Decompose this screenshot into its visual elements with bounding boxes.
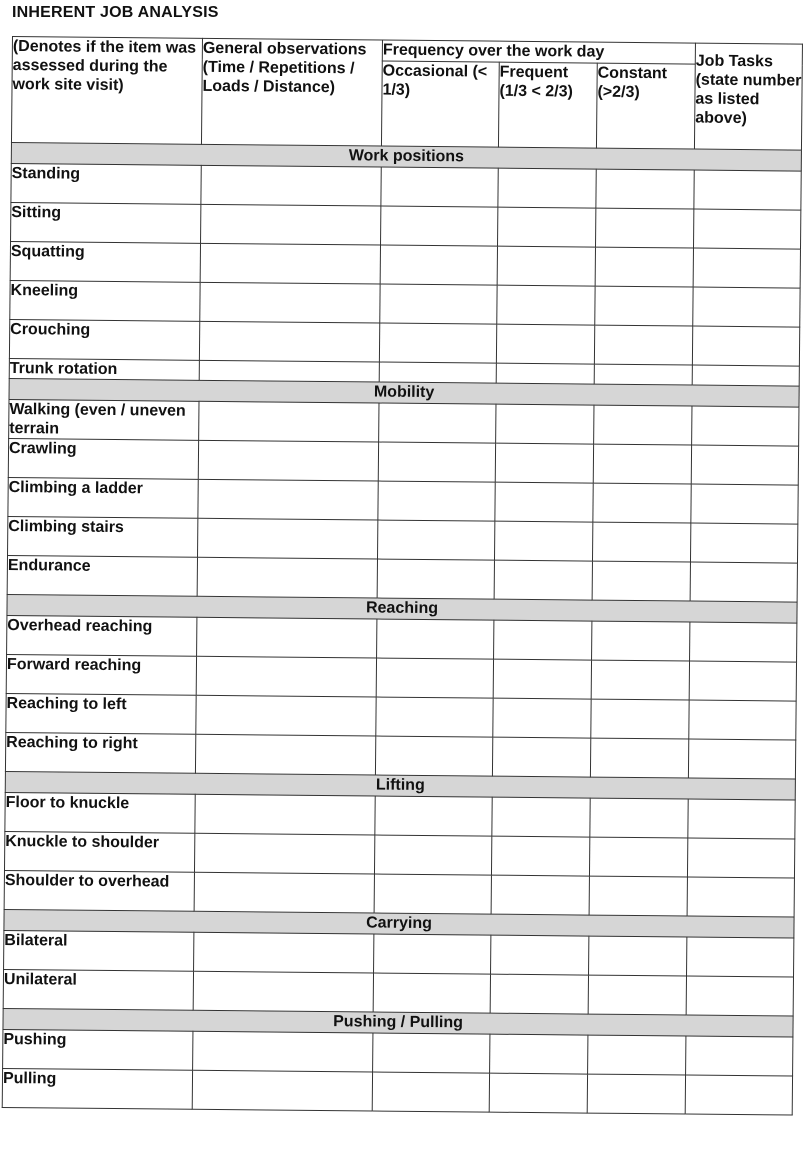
job-tasks-cell[interactable] <box>688 799 795 839</box>
job-tasks-cell[interactable] <box>692 365 799 386</box>
job-tasks-cell[interactable] <box>690 562 797 602</box>
observation-cell[interactable] <box>199 401 379 442</box>
frequent-cell[interactable] <box>491 875 589 915</box>
occasional-cell[interactable] <box>381 167 498 207</box>
constant-cell[interactable] <box>596 208 694 248</box>
constant-cell[interactable] <box>589 936 687 976</box>
header-occasional: Occasional (< 1/3) <box>381 61 499 147</box>
frequent-cell[interactable] <box>495 443 593 483</box>
job-tasks-cell[interactable] <box>690 622 797 662</box>
observation-cell[interactable] <box>195 734 375 775</box>
frequent-cell[interactable] <box>490 974 588 1014</box>
occasional-cell[interactable] <box>376 658 493 698</box>
job-tasks-cell[interactable] <box>692 406 799 446</box>
frequent-cell[interactable] <box>489 1073 587 1113</box>
job-tasks-cell[interactable] <box>691 523 798 563</box>
constant-cell[interactable] <box>592 522 690 562</box>
occasional-cell[interactable] <box>379 403 496 443</box>
section-header: Lifting <box>5 771 795 800</box>
occasional-cell[interactable] <box>377 619 494 659</box>
job-tasks-cell[interactable] <box>689 661 796 701</box>
item-label: Pulling <box>2 1068 192 1109</box>
constant-cell[interactable] <box>594 325 692 365</box>
frequent-cell[interactable] <box>492 737 590 777</box>
job-tasks-cell[interactable] <box>693 248 800 288</box>
job-tasks-cell[interactable] <box>686 1036 793 1076</box>
observation-cell[interactable] <box>197 557 377 598</box>
item-label: Crawling <box>8 438 198 479</box>
frequent-cell[interactable] <box>495 482 593 522</box>
occasional-cell[interactable] <box>381 206 498 246</box>
occasional-cell[interactable] <box>380 245 497 285</box>
header-constant: Constant (>2/3) <box>596 63 695 149</box>
section-header: Work positions <box>11 142 801 171</box>
item-label: Pushing <box>3 1029 193 1070</box>
header-frequent: Frequent (1/3 < 2/3) <box>498 62 597 148</box>
occasional-cell[interactable] <box>374 934 491 974</box>
section-header: Mobility <box>9 378 799 407</box>
occasional-cell[interactable] <box>379 362 496 383</box>
job-tasks-cell[interactable] <box>691 484 798 524</box>
item-label: Overhead reaching <box>7 615 197 656</box>
item-label: Bilateral <box>4 930 194 971</box>
item-label: Walking (even / uneven terrain <box>9 399 199 440</box>
occasional-cell[interactable] <box>380 284 497 324</box>
section-header: Carrying <box>4 909 794 938</box>
item-label: Reaching to left <box>6 693 196 734</box>
occasional-cell[interactable] <box>374 835 491 875</box>
job-tasks-cell[interactable] <box>687 937 794 977</box>
frequent-cell[interactable] <box>494 620 592 660</box>
constant-cell[interactable] <box>595 247 693 287</box>
frequent-cell[interactable] <box>496 324 594 364</box>
occasional-cell[interactable] <box>377 559 494 599</box>
observation-cell[interactable] <box>198 518 378 559</box>
frequent-cell[interactable] <box>494 560 592 600</box>
job-tasks-cell[interactable] <box>685 1075 792 1115</box>
occasional-cell[interactable] <box>373 973 490 1013</box>
job-tasks-cell[interactable] <box>688 739 795 779</box>
observation-cell[interactable] <box>194 932 374 973</box>
frequent-cell[interactable] <box>496 404 594 444</box>
frequent-cell[interactable] <box>491 935 589 975</box>
item-label: Standing <box>11 163 201 204</box>
observation-cell[interactable] <box>196 656 376 697</box>
item-label: Climbing a ladder <box>8 477 198 518</box>
constant-cell[interactable] <box>590 798 688 838</box>
constant-cell[interactable] <box>588 975 686 1015</box>
item-label: Reaching to right <box>5 732 195 773</box>
job-tasks-cell[interactable] <box>687 877 794 917</box>
page-title: INHERENT JOB ANALYSIS <box>12 4 219 21</box>
constant-cell[interactable] <box>593 444 691 484</box>
table-body <box>2 142 801 1115</box>
observation-cell[interactable] <box>196 695 376 736</box>
frequent-cell[interactable] <box>494 521 592 561</box>
occasional-cell[interactable] <box>373 1033 490 1073</box>
table-header <box>11 37 802 151</box>
item-label: Knuckle to shoulder <box>4 831 194 872</box>
item-label: Squatting <box>10 241 200 282</box>
job-tasks-cell[interactable] <box>692 326 799 366</box>
job-tasks-cell[interactable] <box>686 976 793 1016</box>
observation-cell[interactable] <box>194 872 374 913</box>
observation-cell[interactable] <box>197 617 377 658</box>
section-header: Pushing / Pulling <box>3 1008 793 1037</box>
frequent-cell[interactable] <box>490 1034 588 1074</box>
header-general-observations: General observations (Time / Repetitions / Loads / Distance) <box>201 38 382 146</box>
frequent-cell[interactable] <box>498 207 596 247</box>
frequent-cell[interactable] <box>491 836 589 876</box>
item-label: Kneeling <box>10 280 200 321</box>
constant-cell[interactable] <box>595 286 693 326</box>
occasional-cell[interactable] <box>374 874 491 914</box>
constant-cell[interactable] <box>591 660 689 700</box>
observation-cell[interactable] <box>195 794 375 835</box>
constant-cell[interactable] <box>594 405 692 445</box>
observation-cell[interactable] <box>192 1070 372 1111</box>
constant-cell[interactable] <box>592 561 690 601</box>
constant-cell[interactable] <box>588 1035 686 1075</box>
occasional-cell[interactable] <box>378 442 495 482</box>
table-row <box>2 1068 792 1115</box>
occasional-cell[interactable] <box>375 736 492 776</box>
header-job-tasks: Job Tasks (state number as listed above) <box>694 43 802 150</box>
constant-cell[interactable] <box>593 483 691 523</box>
header-assessed: (Denotes if the item was assessed during the work site visit) <box>11 37 202 145</box>
observation-cell[interactable] <box>200 282 380 323</box>
item-label: Sitting <box>11 202 201 243</box>
constant-cell[interactable] <box>592 621 690 661</box>
job-analysis-table <box>2 36 803 1116</box>
job-tasks-cell[interactable] <box>693 287 800 327</box>
constant-cell[interactable] <box>590 738 688 778</box>
frequent-cell[interactable] <box>498 168 596 208</box>
occasional-cell[interactable] <box>376 697 493 737</box>
observation-cell[interactable] <box>199 360 379 382</box>
constant-cell[interactable] <box>591 699 689 739</box>
job-tasks-cell[interactable] <box>689 700 796 740</box>
occasional-cell[interactable] <box>375 796 492 836</box>
section-header: Reaching <box>7 594 797 623</box>
frequent-cell[interactable] <box>497 285 595 325</box>
job-tasks-cell[interactable] <box>691 445 798 485</box>
frequent-cell[interactable] <box>493 659 591 699</box>
item-label: Forward reaching <box>6 654 196 695</box>
frequent-cell[interactable] <box>492 797 590 837</box>
job-tasks-cell[interactable] <box>687 838 794 878</box>
item-label: Unilateral <box>3 969 193 1010</box>
observation-cell[interactable] <box>199 321 379 362</box>
job-tasks-cell[interactable] <box>694 209 801 249</box>
item-label: Trunk rotation <box>9 358 199 380</box>
frequent-cell[interactable] <box>496 363 594 384</box>
item-label: Floor to knuckle <box>5 792 195 833</box>
observation-cell[interactable] <box>198 479 378 520</box>
constant-cell[interactable] <box>594 364 692 385</box>
header-frequency: Frequency over the work day <box>382 40 695 64</box>
item-label: Shoulder to overhead <box>4 870 194 911</box>
observation-cell[interactable] <box>193 1031 373 1072</box>
constant-cell[interactable] <box>589 876 687 916</box>
item-label: Endurance <box>7 555 197 596</box>
frequent-cell[interactable] <box>497 246 595 286</box>
occasional-cell[interactable] <box>379 323 496 363</box>
observation-cell[interactable] <box>201 204 381 245</box>
observation-cell[interactable] <box>198 440 378 481</box>
occasional-cell[interactable] <box>378 481 495 521</box>
observation-cell[interactable] <box>201 165 381 206</box>
frequent-cell[interactable] <box>493 698 591 738</box>
constant-cell[interactable] <box>589 837 687 877</box>
occasional-cell[interactable] <box>377 520 494 560</box>
occasional-cell[interactable] <box>372 1072 489 1112</box>
job-tasks-cell[interactable] <box>694 170 801 210</box>
item-label: Crouching <box>9 319 199 360</box>
observation-cell[interactable] <box>200 243 380 284</box>
constant-cell[interactable] <box>587 1074 685 1114</box>
constant-cell[interactable] <box>596 169 694 209</box>
item-label: Climbing stairs <box>8 516 198 557</box>
observation-cell[interactable] <box>193 971 373 1012</box>
observation-cell[interactable] <box>194 833 374 874</box>
